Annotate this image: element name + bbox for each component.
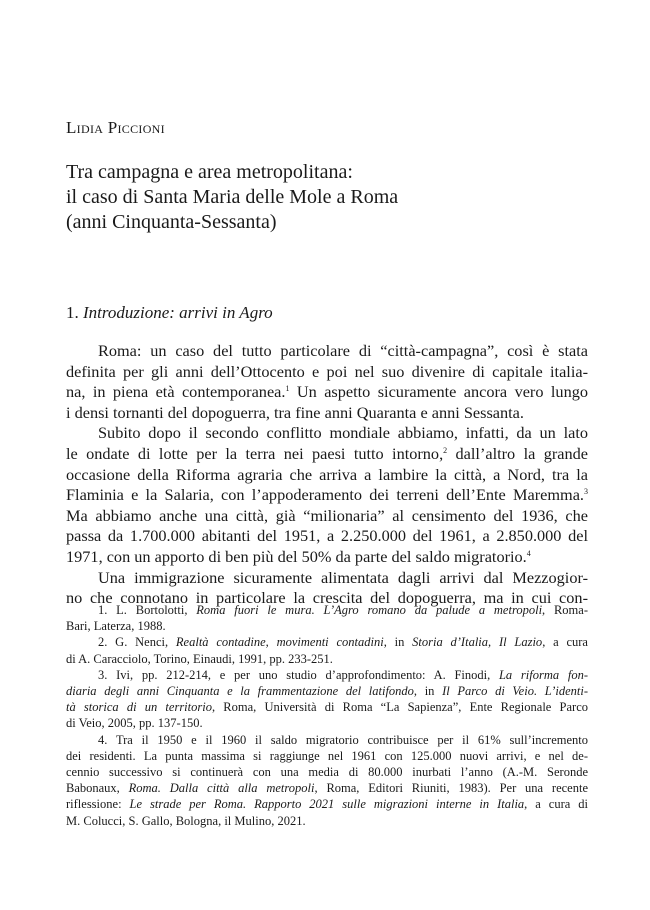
- footnote-line: [66, 813, 588, 829]
- footnote-line: [66, 748, 588, 764]
- book-title: tà storica di un territorio: [66, 700, 212, 715]
- footnote-ref[interactable]: 3: [584, 487, 588, 497]
- text-run: di A. Caracciolo, Torino, Einaudi, 1991, pp. 233-251.: [66, 651, 333, 666]
- footnote-line: [66, 683, 588, 699]
- text-run: , a cura: [542, 635, 588, 650]
- text-line: [66, 506, 588, 527]
- book-title: La riforma fon-: [498, 667, 588, 682]
- text-run: , Roma-: [542, 603, 588, 617]
- book-title: Roma. Dalla città alla metropoli: [128, 781, 315, 796]
- text-run: no che connotano in particolare la crescita del dopoguerra, ma in cui con-: [66, 588, 588, 608]
- text-line: [66, 382, 588, 403]
- footnote-line: [66, 715, 588, 731]
- text-run: na, in piena età contemporanea.: [66, 382, 286, 402]
- text-run: Babonaux,: [66, 781, 129, 796]
- text-line: [66, 465, 588, 486]
- text-line: [66, 341, 588, 362]
- text-run: Un aspetto sicuramente ancora vero lungo: [289, 382, 588, 402]
- footnote-1: [66, 602, 588, 618]
- text-run: , in: [383, 635, 413, 650]
- title-line: Tra campagna e area metropolitana:: [66, 161, 353, 183]
- text-line: [66, 526, 588, 547]
- text-run: dei residenti. La punta massima si raggiunge nel 1961 con 125.000 nuovi arrivi, e nel de-: [66, 748, 588, 763]
- book-title: Il Parco di Veio. L’identi-: [442, 684, 588, 699]
- title-line: il caso di Santa Maria delle Mole a Roma: [66, 186, 399, 208]
- text-run: le ondate di lotte per la terra nei paesi tutto intorno,: [66, 443, 444, 463]
- text-line: [66, 485, 588, 506]
- footnote-line: [66, 699, 588, 715]
- footnote-line: [66, 618, 588, 634]
- text-run: , a cura di: [524, 797, 588, 812]
- text-run: Subito dopo il secondo conflitto mondiale abbiamo, infatti, da un lato: [98, 423, 588, 443]
- footnote-ref[interactable]: 1: [285, 384, 290, 394]
- body-text: [66, 341, 588, 609]
- section-number: 1.: [66, 303, 83, 322]
- footnote-ref[interactable]: 4: [526, 548, 531, 558]
- footnotes: [66, 602, 588, 829]
- footnote-line: [66, 651, 588, 667]
- text-line: [66, 362, 588, 383]
- text-run: 4. Tra il 1950 e il 1960 il saldo migratorio contribuisce per il 61% sull’incremento: [98, 732, 588, 747]
- book-title: Realtà contadine, movimenti contadini: [175, 635, 384, 650]
- text-run: , Roma, Editori Riuniti, 1983). Per una recente: [314, 781, 588, 796]
- text-run: M. Colucci, S. Gallo, Bologna, il Mulino, 2021.: [66, 813, 306, 828]
- text-run: Ma abbiamo anche una città, già “milionaria” al censimento del 1936, che: [66, 505, 588, 525]
- text-run: Flaminia e la Salaria, con l’appoderamento dei terreni dell’Ente Maremma.: [66, 485, 584, 505]
- footnote-ref[interactable]: 2: [443, 445, 448, 455]
- text-run: 2. G. Nenci,: [98, 635, 176, 650]
- book-title: diaria degli anni Cinquanta e la frammentazione del latifondo: [66, 684, 414, 699]
- footnote-2: [66, 634, 588, 650]
- book-title: Storia d’Italia, Il Lazio: [412, 635, 543, 650]
- footnote-line: [66, 764, 588, 780]
- text-line: [66, 423, 588, 444]
- book-title: Roma fuori le mura. L’Agro romano da palude a metropoli: [196, 603, 543, 617]
- footnote-line: [66, 780, 588, 796]
- text-run: Bari, Laterza, 1988.: [66, 619, 166, 634]
- text-line: [66, 403, 588, 424]
- text-run: occasione della Riforma agraria che arriva a lambire la città, a Nord, tra la: [66, 464, 588, 484]
- text-line: [66, 444, 588, 465]
- text-run: passa da 1.700.000 abitanti del 1951, a 2.250.000 del 1961, a 2.850.000 del: [66, 526, 588, 546]
- book-title: Le strade per Roma. Rapporto 2021 sulle migrazioni interne in Italia: [129, 797, 525, 812]
- article-title: [66, 160, 586, 235]
- text-run: Una immigrazione sicuramente alimentata dagli arrivi dal Mezzogior-: [98, 567, 588, 587]
- title-line: (anni Cinquanta-Sessanta): [66, 211, 277, 233]
- footnote-line: [66, 796, 588, 812]
- text-run: dall’altro la grande: [447, 443, 588, 463]
- text-run: , in: [413, 684, 443, 699]
- text-run: cennio successivo si continuerà con una media di 80.000 inurbati l’anno (A.-M. Seronde: [66, 765, 588, 780]
- text-line: [66, 547, 588, 568]
- text-run: Roma: un caso del tutto particolare di “città-campagna”, così è stata: [98, 341, 588, 360]
- text-run: di Veio, 2005, pp. 137-150.: [66, 716, 203, 731]
- text-run: i densi tornanti del dopoguerra, tra fine anni Quaranta e anni Sessanta.: [66, 402, 524, 422]
- text-run: definita per gli anni dell’Ottocento e poi nel suo divenire di capitale italia-: [66, 361, 588, 381]
- text-run: 1971, con un apporto di ben più del 50% da parte del saldo migratorio.: [66, 546, 527, 566]
- text-run: 1. L. Bortolotti,: [98, 603, 197, 617]
- author-name: Lidia Piccioni: [66, 118, 165, 137]
- footnote-4: [66, 732, 588, 748]
- section-heading: [66, 303, 273, 323]
- text-run: 3. Ivi, pp. 212-214, e per uno studio d’approfondimento: A. Finodi,: [98, 667, 499, 682]
- section-title: Introduzione: arrivi in Agro: [83, 303, 273, 322]
- text-run: , Roma, Università di Roma “La Sapienza”, Ente Regionale Parco: [211, 700, 588, 715]
- text-line: [66, 568, 588, 589]
- footnote-3: [66, 667, 588, 683]
- text-run: riflessione:: [66, 797, 130, 812]
